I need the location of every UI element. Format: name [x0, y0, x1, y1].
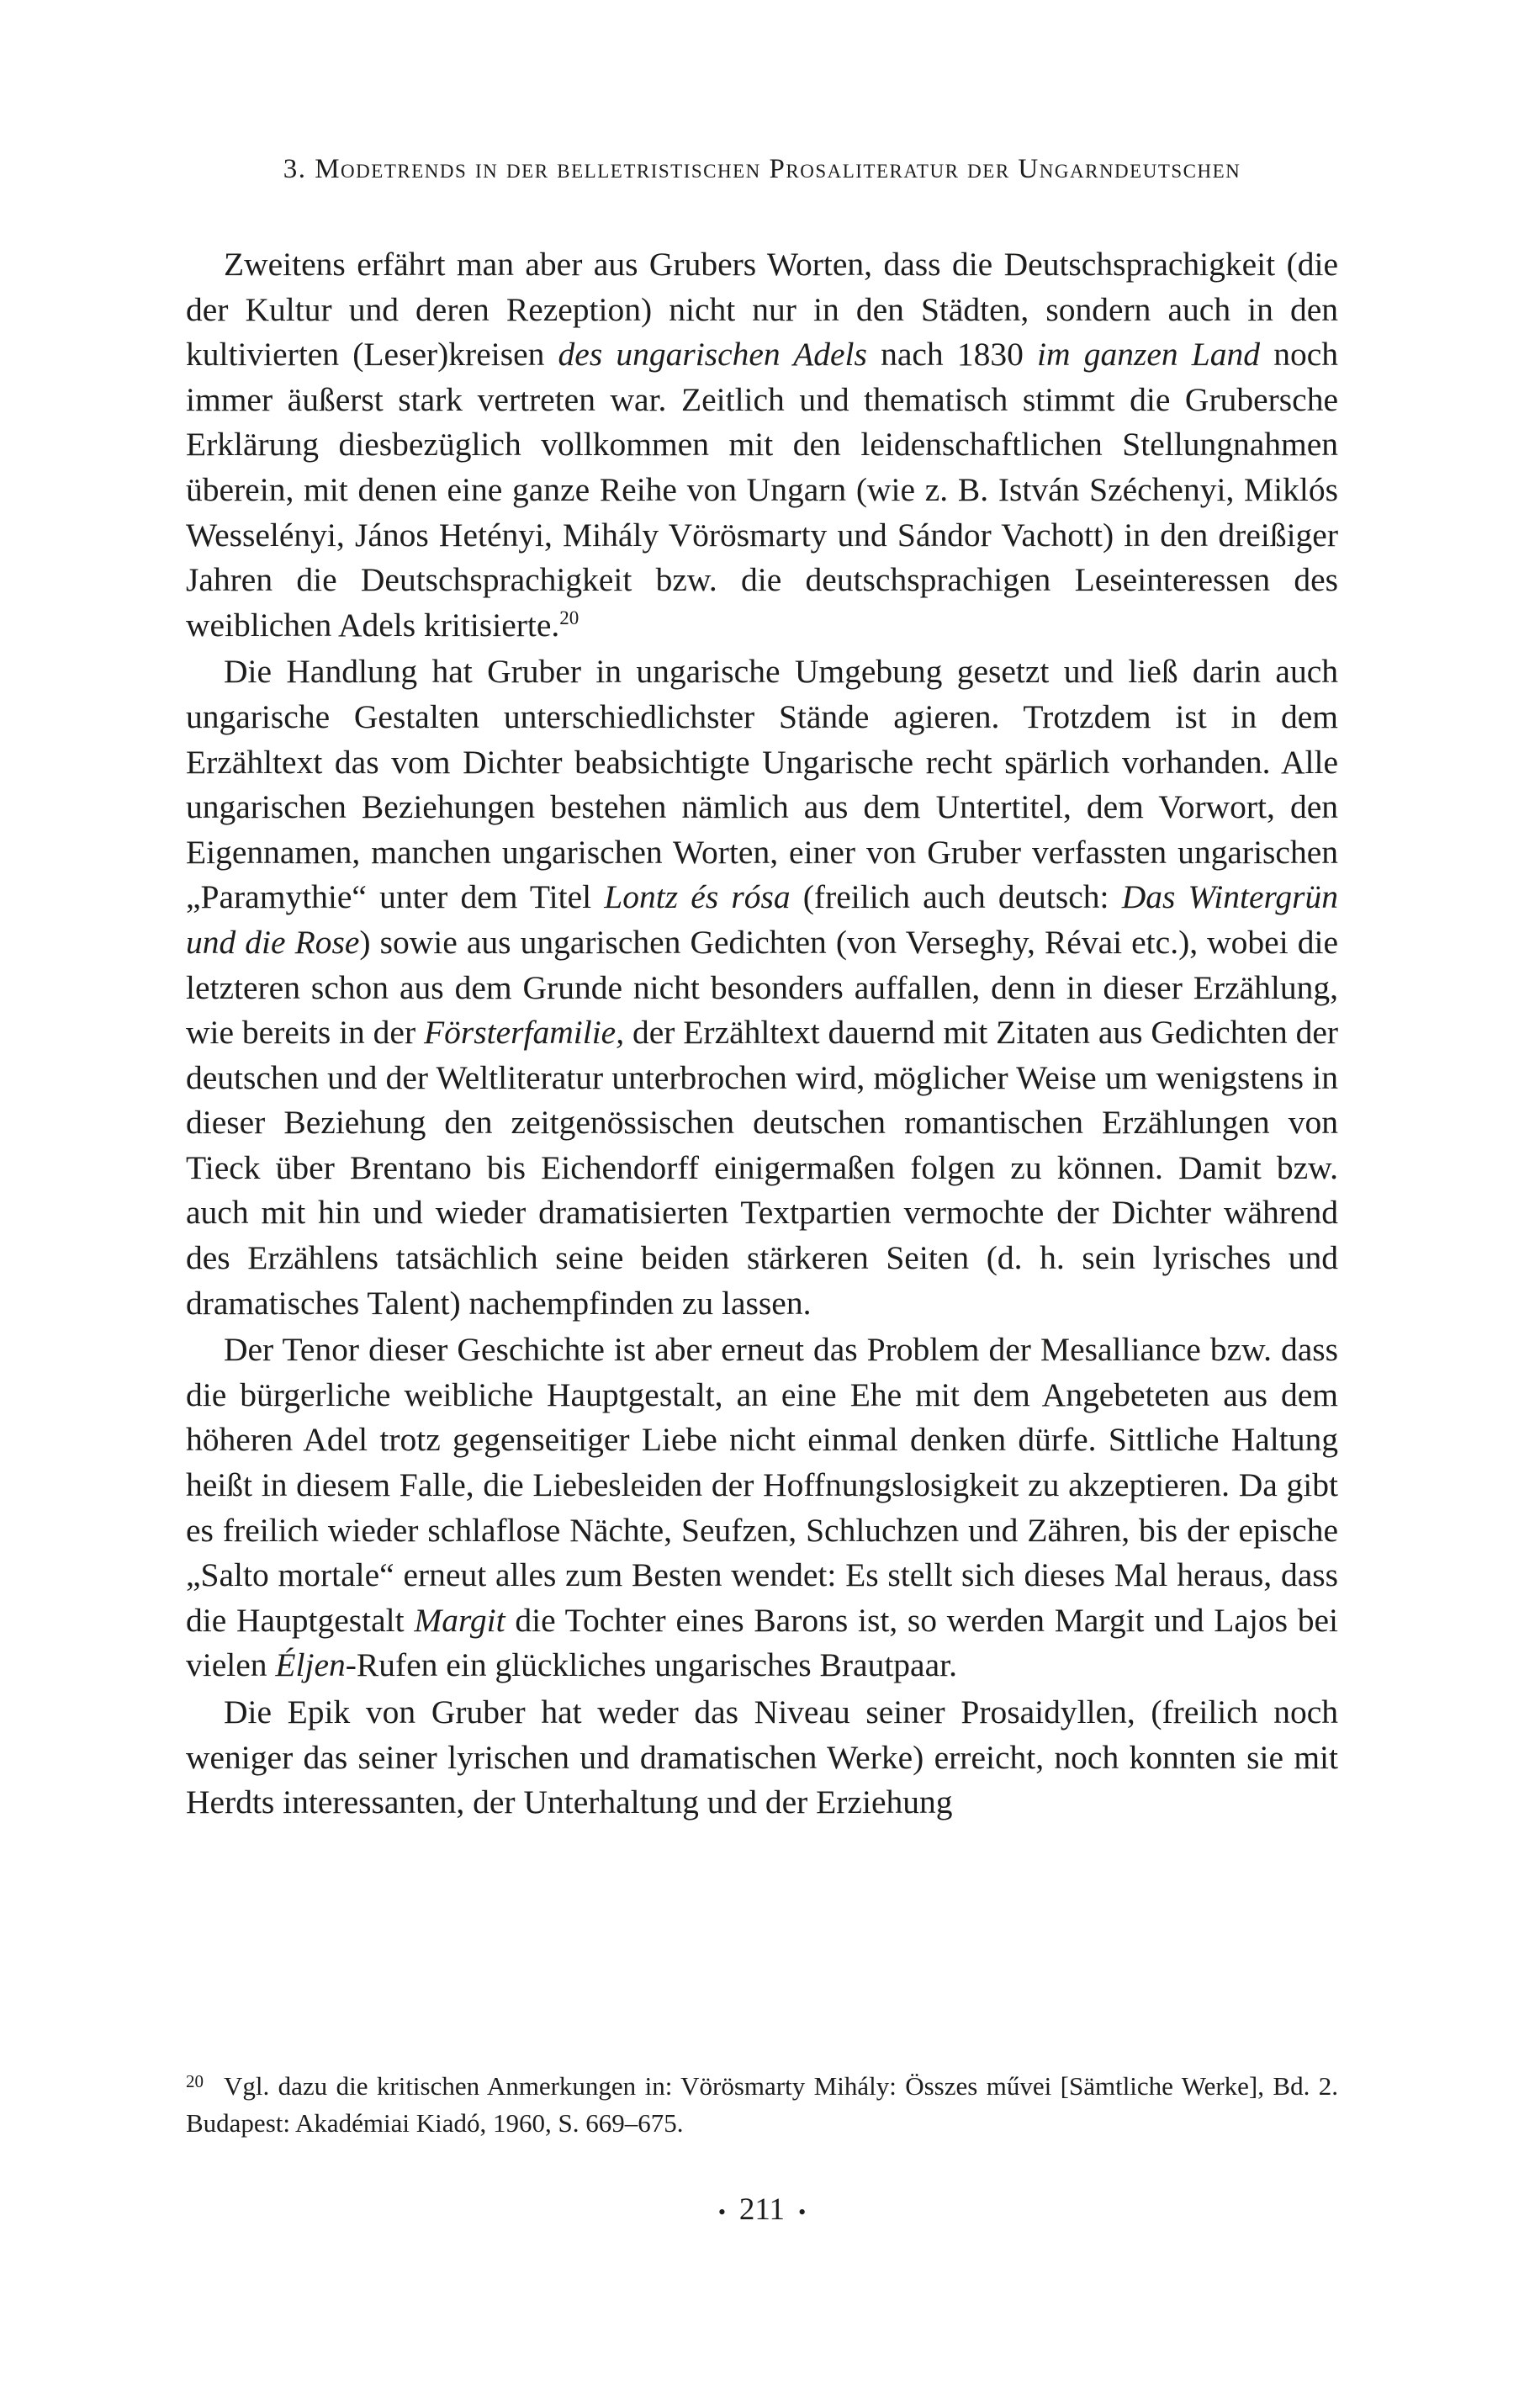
footnote-text: Vgl. dazu die kritischen Anmerkungen in: Vörösmarty Mihály: Összes művei [Sämtliche Werke], Bd. 2. Budapest: Akadémiai Kiadó, 1960, S. 669–675.	[186, 2071, 1338, 2138]
italic-phrase: im ganzen Land	[1037, 336, 1261, 374]
italic-phrase: Éljen	[275, 1646, 346, 1684]
paragraph: Die Epik von Gruber hat weder das Niveau seiner Prosaidyllen, (freilich noch weniger das seiner lyrischen und dramatischen Werke) erreicht, noch konnten sie mit Herdts interessanten, der Unterhaltung und der Erziehung	[186, 1693, 1338, 1821]
main-text	[186, 242, 1338, 1826]
footnote-number: 20	[186, 2071, 204, 2091]
italic-phrase: des ungarischen Adels	[558, 336, 867, 374]
running-header: 3. Modetrends in der belletristischen Prosaliteratur der Ungarndeutschen	[283, 154, 1241, 184]
paragraph: Zweitens erfährt man aber aus Grubers Worten, dass die Deutschsprachigkeit (die der Kultur und deren Rezeption) nicht nur in den Städten, sondern auch in den kultivierten (Leser)kreisen des ungarischen Adels nach 1830 im ganzen Land noch immer äußerst stark vertreten war. Zeitlich und thematisch stimmt die Grubersche Erklärung diesbezüglich vollkommen mit den leidenschaftlichen Stellungnahmen überein, mit denen eine ganze Reihe von Ungarn (wie z. B. István Széchenyi, Miklós Wesselényi, János Hetényi, Mihály Vörösmarty und Sándor Vachott) in den dreißiger Jahren die Deutschsprachigkeit bzw. die deutschsprachigen Leseinteressen des weiblichen Adels kritisierte.$^{20}$	[186, 246, 1338, 644]
paragraph: Die Handlung hat Gruber in ungarische Umgebung gesetzt und ließ darin auch ungarische Gestalten unterschiedlichster Stände agieren. Trotzdem ist in dem Erzähltext das vom Dichter beabsichtigte Ungarische recht spärlich vorhanden. Alle ungarischen Beziehungen bestehen nämlich aus dem Untertitel, dem Vorwort, den Eigennamen, manchen ungarischen Worten, einer von Gruber verfassten ungarischen „Paramythie“ unter dem Titel Lontz és rósa (freilich auch deutsch: Das Wintergrün und die Rose) sowie aus ungarischen Gedichten (von Verseghy, Révai etc.), wobei die letzteren schon aus dem Grunde nicht besonders auffallen, denn in dieser Erzählung, wie bereits in der Försterfamilie, der Erzähltext dauernd mit Zitaten aus Gedichten der deutschen und der Weltliteratur unterbrochen wird, möglicher Weise um wenigstens in dieser Beziehung den zeitgenössischen deutschen romantischen Erzählungen von Tieck über Brentano bis Eichendorff einigermaßen folgen zu können. Damit bzw. auch mit hin und wieder dramatisierten Textpartien vermochte der Dichter während des Erzählens tatsächlich seine beiden stärkeren Seiten (d. h. sein lyrisches und dramatisches Talent) nachempfinden zu lassen.	[186, 653, 1339, 1322]
paragraph: Der Tenor dieser Geschichte ist aber erneut das Problem der Mesalliance bzw. dass die bürgerliche weibliche Hauptgestalt, an eine Ehe mit dem Angebeteten aus dem höheren Adel trotz gegenseitiger Liebe nicht einmal denken dürfe. Sittliche Haltung heißt in diesem Falle, die Liebesleiden der Hoffnungslosigkeit zu akzeptieren. Da gibt es freilich wieder schlaflose Nächte, Seufzen, Schluchzen und Zähren, bis der epische „Salto mortale“ erneut alles zum Besten wendet: Es stellt sich dieses Mal heraus, dass die Hauptgestalt Margit die Tochter eines Barons ist, so werden Margit und Lajos bei vielen Éljen-Rufen ein glückliches ungarisches Brautpaar.	[186, 1331, 1338, 1684]
ornament-bullet-left: •	[717, 2199, 726, 2224]
page-footer	[186, 2192, 1338, 2228]
italic-phrase: Försterfamilie,	[424, 1014, 625, 1052]
page-number: 211	[738, 2192, 786, 2227]
italic-phrase: Margit	[414, 1601, 505, 1639]
italic-phrase: Lontz és rósa	[604, 878, 791, 916]
footnote-reference: 20	[559, 607, 579, 628]
footnote	[186, 2068, 1338, 2142]
italic-phrase: Das Wintergrün und die Rose	[186, 878, 1339, 961]
book-page	[186, 0, 1338, 2385]
ornament-bullet-right: •	[798, 2199, 807, 2224]
